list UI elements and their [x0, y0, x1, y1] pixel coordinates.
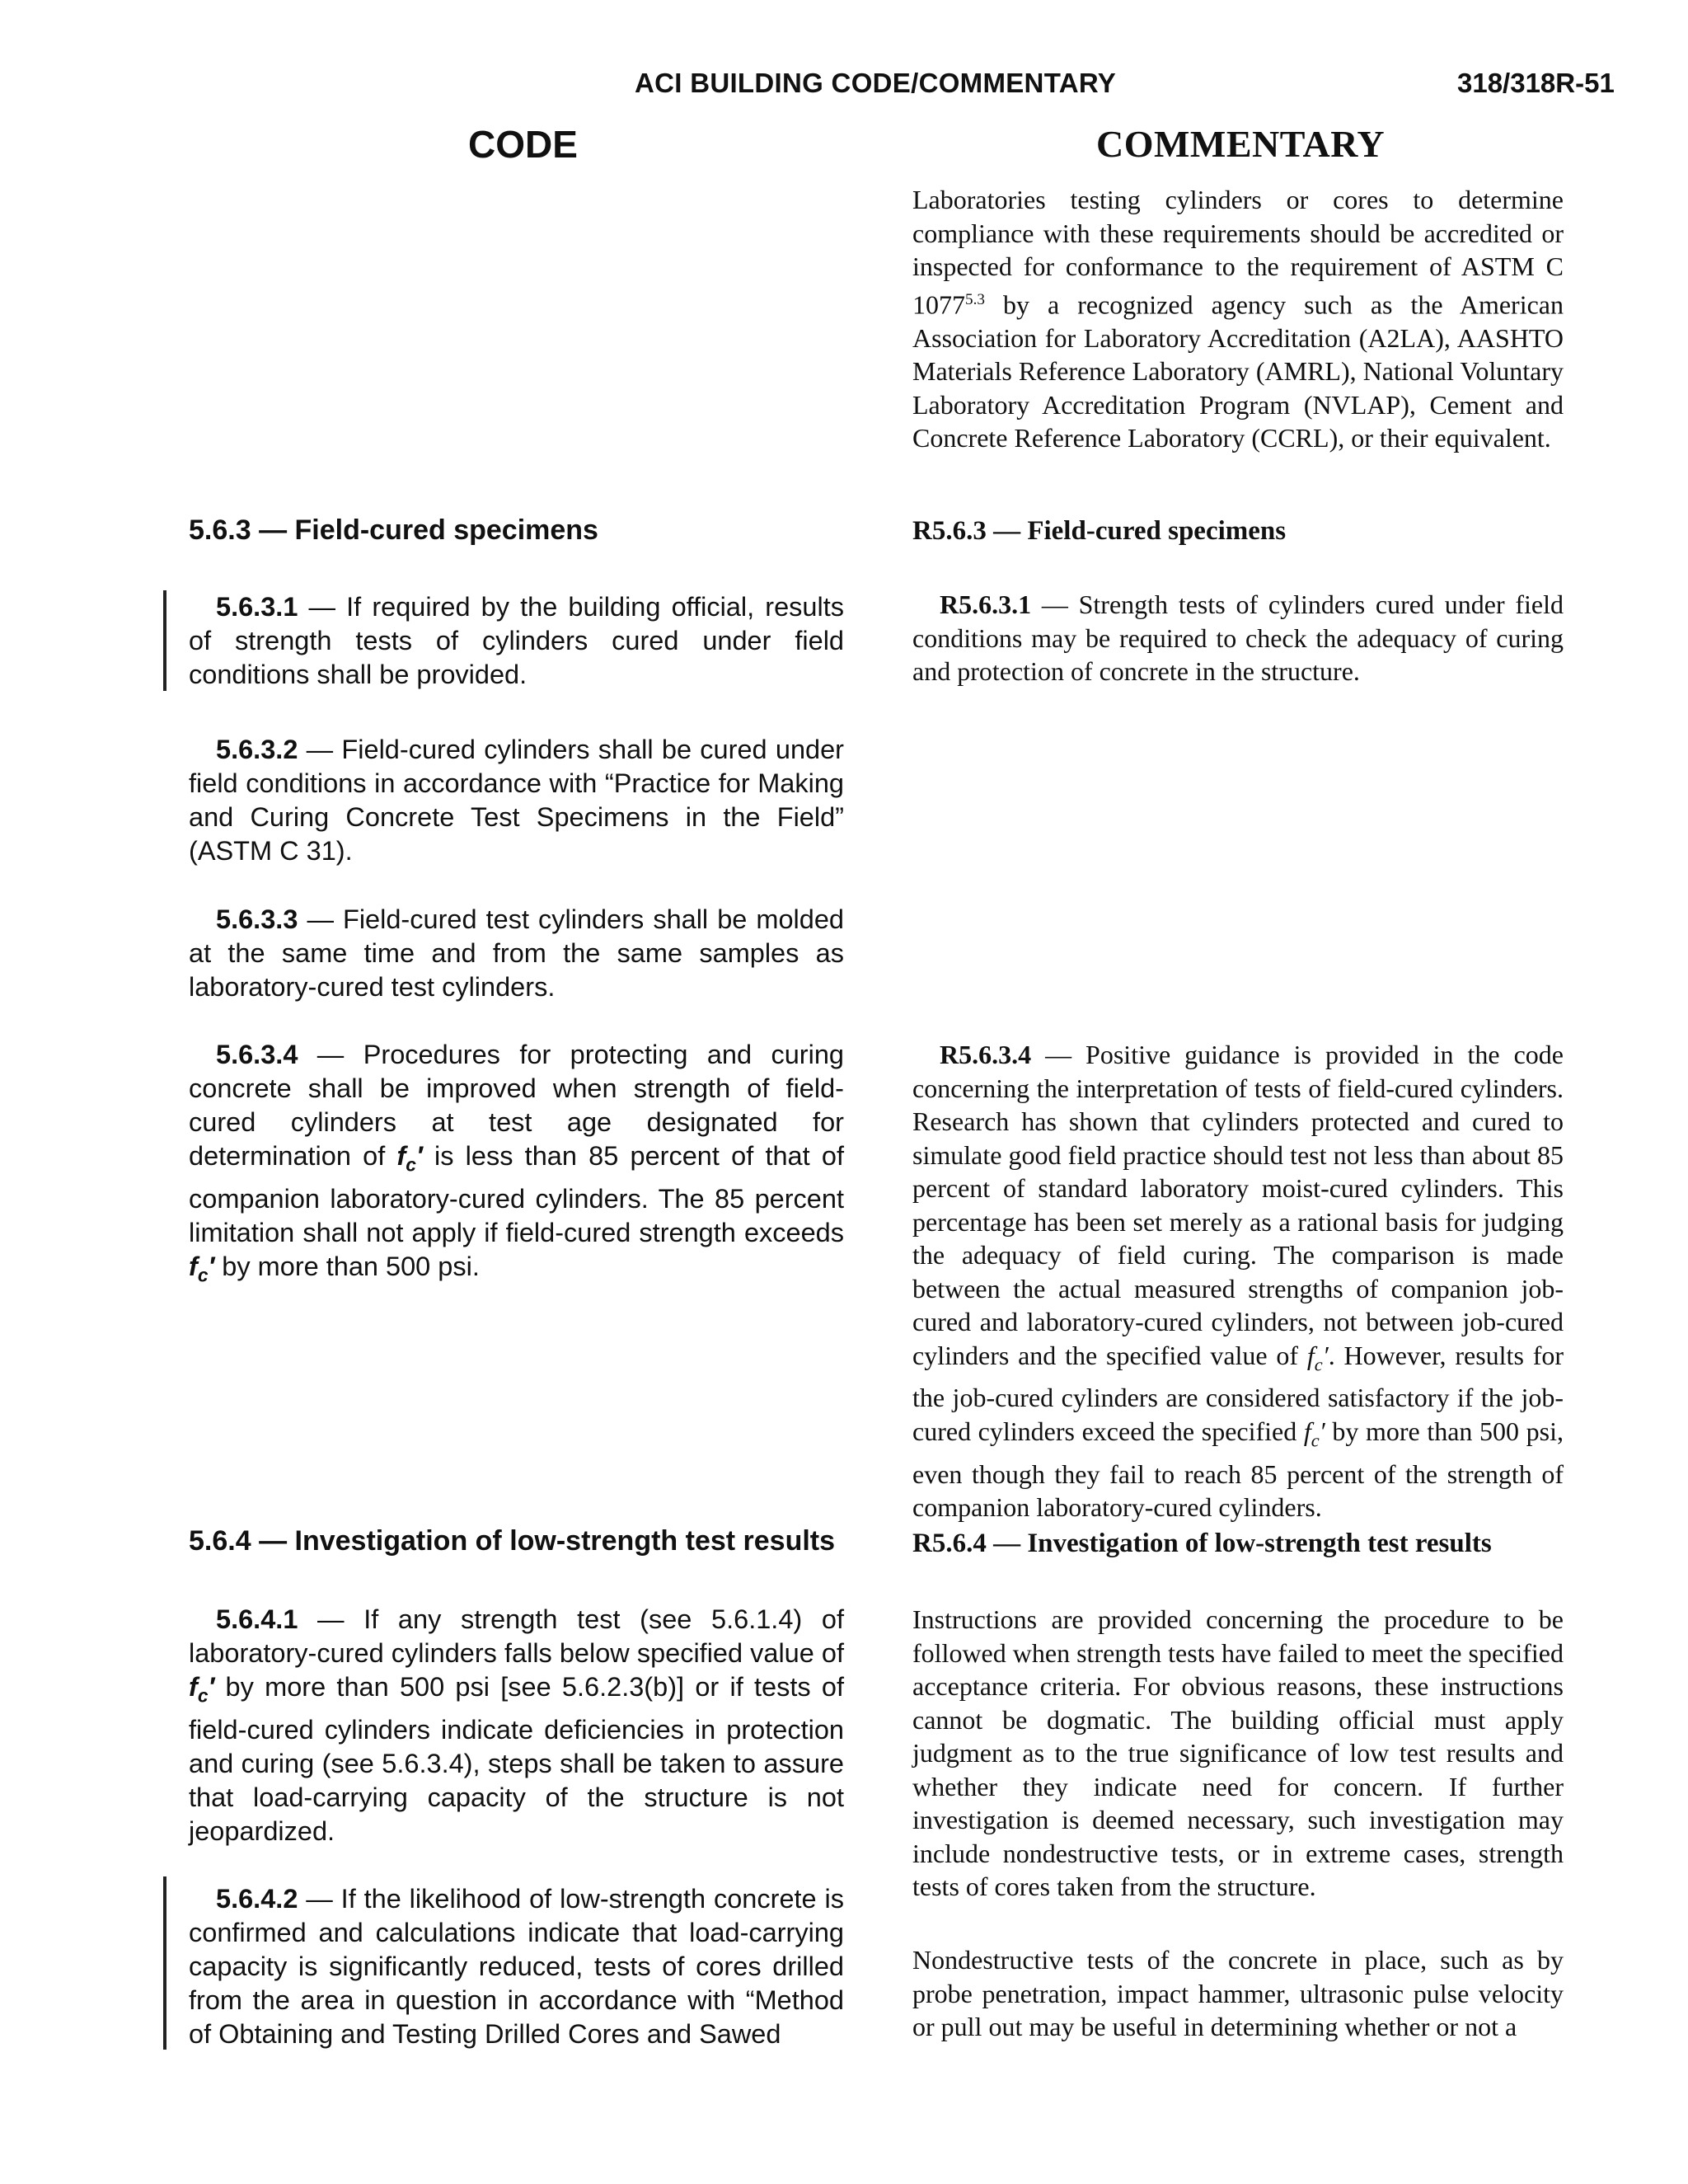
clause-text: — Field-cured test cylinders shall be molded at the same time and from the same samples as laboratory-cured test cylinders. — [189, 904, 844, 1002]
clause-text: by more than 500 psi. — [214, 1251, 480, 1281]
commentary-clause-text: — Strength tests of cylinders cured under field conditions may be required to check the adequacy of curing and protection of concrete in the structure. — [912, 589, 1564, 686]
page-number: 318/318R-51 — [1457, 68, 1615, 98]
commentary-heading-r5-6-3: R5.6.3 — Field-cured specimens — [912, 516, 1287, 546]
clause-number: 5.6.4.1 — [216, 1604, 298, 1634]
fc-prime-symbol: $f_c'$ — [396, 1141, 423, 1176]
clause-number: 5.6.3.4 — [216, 1040, 298, 1069]
commentary-clause-text: . However, results for the job-cured cylinders are considered satisfactory if the job-cured cylinders exceed the specified — [912, 1340, 1564, 1446]
clause-number: 5.6.4.2 — [216, 1884, 298, 1914]
commentary-paragraph-r5-6-3-4 — [912, 1038, 1564, 1524]
commentary-clause-text: — Positive guidance is provided in the code concerning the interpretation of tests of field-cured cylinders. Research has shown that cylinders protected and cured to simulate good field practice should test not less than about 85 percent of standard laboratory moist-cured cylinders. This percentage has been set merely as a rational basis for judging the adequacy of field curing. The comparison is made between the actual measured strengths of companion job-cured and laboratory-cured cylinders, not between job-cured cylinders and the specified value of — [912, 1040, 1564, 1370]
code-paragraph-5-6-3-2 — [189, 733, 844, 868]
commentary-paragraph-nondestructive-tests: Nondestructive tests of the concrete in place, such as by probe penetration, impact hammer, ultrasonic pulse velocity or pull out may be useful in determining whether or not a — [912, 1945, 1564, 2041]
fc-prime-symbol: $f_c'$ — [189, 1672, 215, 1707]
clause-text: — If the likelihood of low-strength concrete is confirmed and calculations indicate that load-carrying capacity is significantly reduced, tests of cores drilled from the area in question in accordance with “Method of Obtaining and Testing Drilled Cores and Sawed — [189, 1884, 844, 2049]
fc-prime-symbol: $f_c'$ — [1306, 1340, 1329, 1374]
code-column-title: CODE — [468, 123, 578, 166]
clause-text: by more than 500 psi [see 5.6.2.3(b)] or if tests of field-cured cylinders indicate deficiencies in protection and curing (see 5.6.3.4), steps shall be taken to assure that load-carrying capacity of the structure is not jeopardized. — [189, 1672, 844, 1846]
clause-text: — Field-cured cylinders shall be cured under field conditions in accordance with “Practice for Making and Curing Concrete Test Specimens in the Field” (ASTM C 31). — [189, 735, 844, 866]
intro-text-part-2: by a recognized agency such as the American Association for Laboratory Accreditation (A2LA), AASHTO Materials Reference Laboratory (AMRL), National Voluntary Laboratory Accreditation Program (NVLAP), Cement and Concrete Reference Laboratory (CCRL), or their equivalent. — [912, 289, 1564, 453]
commentary-clause-number: R5.6.3.4 — [940, 1040, 1032, 1069]
clause-text: — If any strength test (see 5.6.1.4) of laboratory-cured cylinders falls below specified value of — [189, 1604, 844, 1668]
running-header-title: ACI BUILDING CODE/COMMENTARY — [635, 68, 1117, 98]
fc-prime-symbol: $f_c'$ — [189, 1251, 215, 1285]
commentary-paragraph-r5-6-4-instructions: Instructions are provided concerning the procedure to be followed when strength tests have failed to meet the specified acceptance criteria. For obvious reasons, these instructions cannot be dogmatic. The building official must apply judgment as to the true significance of low test results and whether they indicate need for concern. If further investigation is deemed necessary, such investigation may include nondestructive tests, or in extreme cases, strength tests of cores taken from the structure. — [912, 1604, 1564, 1901]
code-paragraph-5-6-3-1 — [189, 590, 844, 692]
commentary-intro-paragraph — [912, 183, 1564, 455]
code-paragraph-5-6-3-4 — [189, 1038, 844, 1292]
clause-text: — Procedures for protecting and curing concrete shall be improved when strength of field-cured cylinders at test age designated for determination of — [189, 1040, 844, 1171]
commentary-paragraph-r5-6-3-1 — [912, 588, 1564, 688]
revision-change-bar — [163, 590, 166, 691]
clause-text: is less than 85 percent of that of companion laboratory-cured cylinders. The 85 percent limitation shall not apply if field-cured strength exceeds — [189, 1141, 844, 1247]
clause-text: — If required by the building official, results of strength tests of cylinders cured under field conditions shall be provided. — [189, 592, 844, 689]
revision-change-bar — [163, 1876, 166, 2050]
clause-number: 5.6.3.2 — [216, 735, 298, 764]
section-heading-5-6-4: 5.6.4 — Investigation of low-strength test results — [189, 1525, 836, 1557]
clause-number: 5.6.3.1 — [216, 592, 298, 622]
section-heading-5-6-3: 5.6.3 — Field-cured specimens — [189, 514, 598, 546]
clause-number: 5.6.3.3 — [216, 904, 298, 934]
commentary-clause-number: R5.6.3.1 — [940, 589, 1032, 619]
code-paragraph-5-6-4-2 — [189, 1882, 844, 2051]
commentary-column-title: COMMENTARY — [1096, 123, 1386, 165]
code-paragraph-5-6-3-3 — [189, 903, 844, 1004]
intro-text-part-1: Laboratories testing cylinders or cores to determine compliance with these requirements should be accredited or inspected for conformance to the requirement of ASTM C 1077 — [912, 185, 1564, 320]
reference-superscript: 5.3 — [965, 290, 985, 308]
code-paragraph-5-6-4-1 — [189, 1603, 844, 1848]
commentary-clause-text: by more than 500 psi, even though they fail to reach 85 percent of the strength of companion laboratory-cured cylinders. — [912, 1416, 1564, 1523]
commentary-heading-r5-6-4: R5.6.4 — Investigation of low-strength test results — [912, 1529, 1492, 1558]
fc-prime-symbol: $f_c'$ — [1303, 1416, 1325, 1451]
